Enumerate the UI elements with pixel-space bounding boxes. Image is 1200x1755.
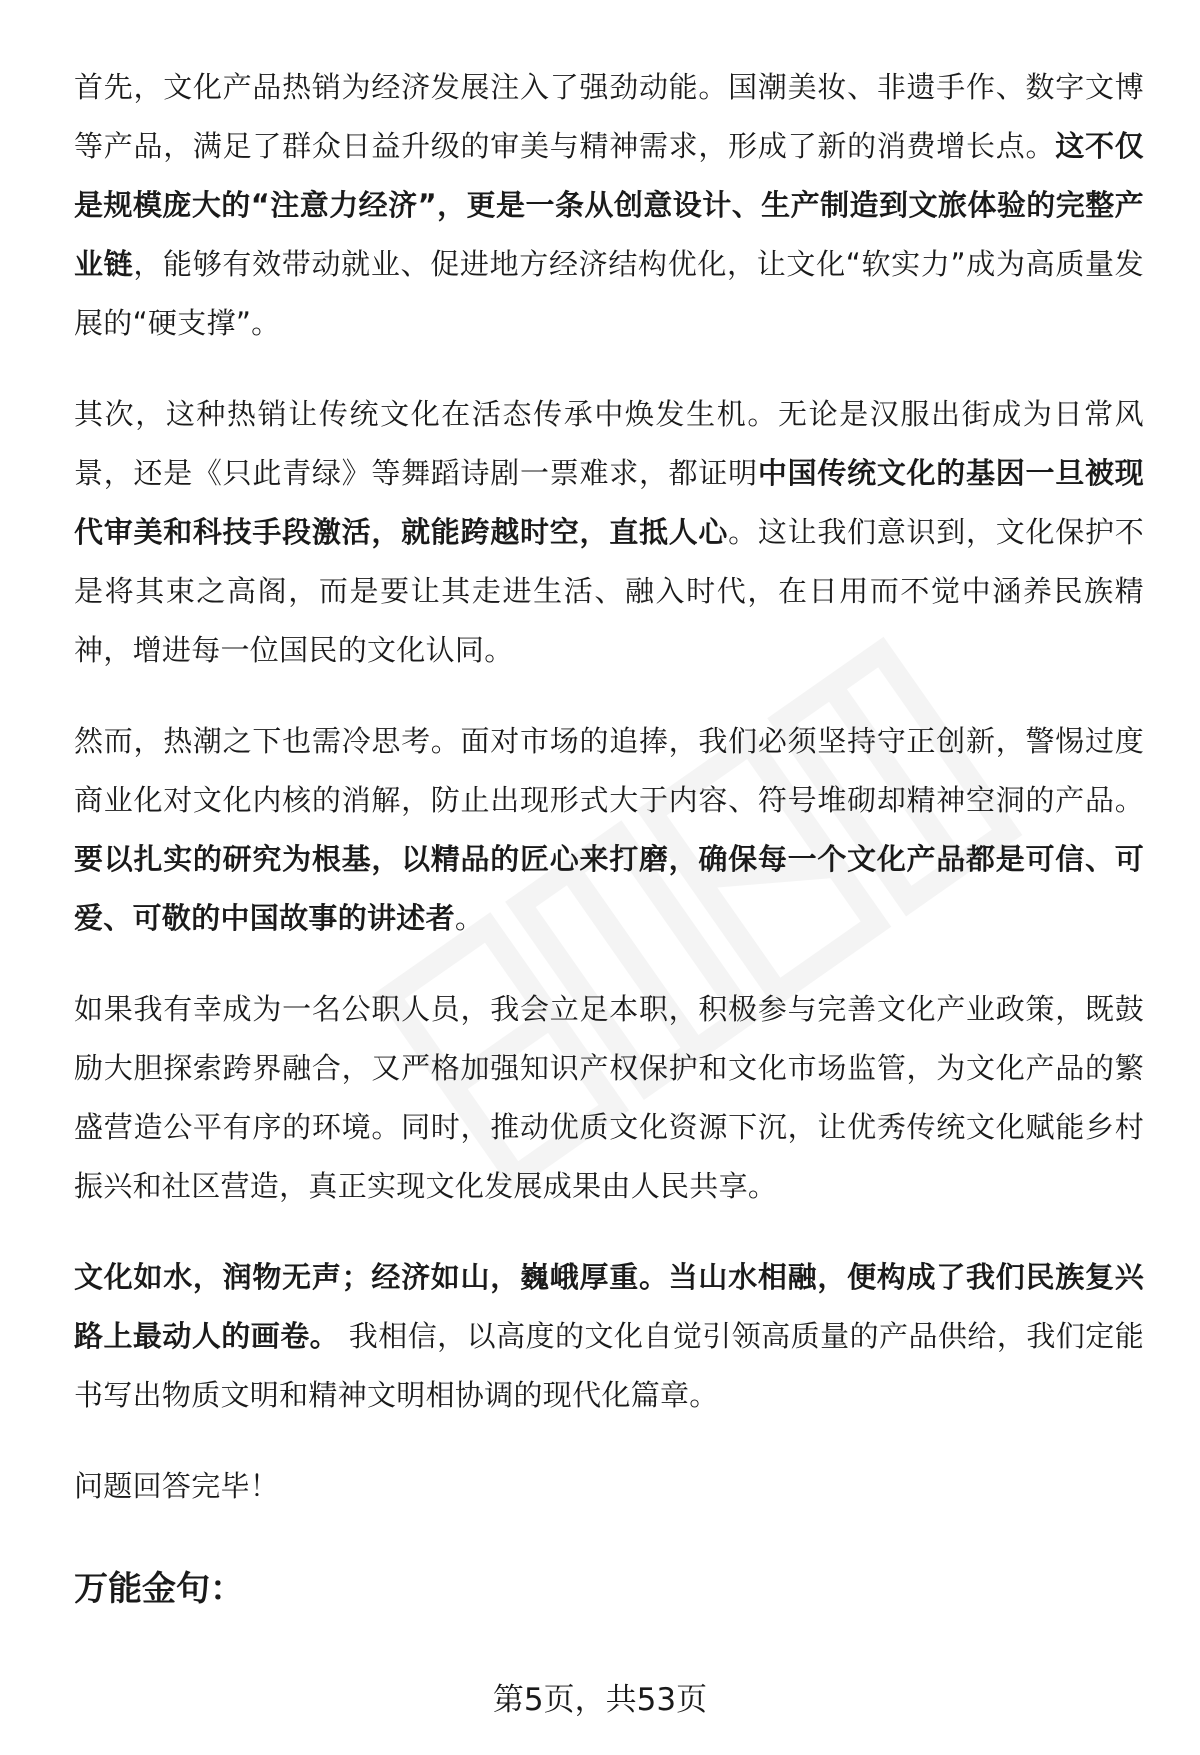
paragraph-6 [74,1457,1144,1516]
bold-text-run: 中国传统文化的基因一旦被现代审美和科技手段激活，就能跨越时空，直抵人心 [74,456,1144,549]
bold-text-run: 文化如水，润物无声；经济如山，巍峨厚重。当山水相融，便构成了我们民族复兴路上最动人的画卷。 [74,1260,1144,1353]
text-run: 首先，文化产品热销为经济发展注入了强劲动能。国潮美妆、非遗手作、数字文博等产品，满足了群众日益升级的审美与精神需求，形成了新的消费增长点。 [74,70,1144,163]
text-run: ，能够有效带动就业、促进地方经济结构优化，让文化“软实力”成为高质量发展的“硬支撑”。 [74,247,1144,340]
paragraph-4 [74,980,1144,1216]
page-number: 第5页，共53页 [492,1682,708,1718]
text-run: 问题回答完毕！ [74,1469,280,1503]
text-run: 。这让我们意识到，文化保护不是将其束之高阁，而是要让其走进生活、融入时代，在日用而不觉中涵养民族精神，增进每一位国民的文化认同。 [74,515,1144,667]
text-run: 我相信，以高度的文化自觉引领高质量的产品供给，我们定能书写出物质文明和精神文明相协调的现代化篇章。 [74,1319,1144,1412]
bold-text-run: 这不仅是规模庞大的“注意力经济”，更是一条从创意设计、生产制造到文旅体验的完整产业链 [74,129,1145,281]
paragraph-3 [74,712,1144,948]
text-run: 。 [454,901,485,935]
text-run: 如果我有幸成为一名公职人员，我会立足本职，积极参与完善文化产业政策，既鼓励大胆探索跨界融合，又严格加强知识产权保护和文化市场监管，为文化产品的繁盛营造公平有序的环境。同时，推动优质文化资源下沉，让优秀传统文化赋能乡村振兴和社区营造，真正实现文化发展成果由人民共享。 [74,992,1144,1203]
paragraph-2 [74,385,1144,680]
paragraph-1 [74,58,1144,353]
article-body [74,58,1144,1548]
bold-text-run: 要以扎实的研究为根基，以精品的匠心来打磨，确保每一个文化产品都是可信、可爱、可敬的中国故事的讲述者 [74,842,1144,935]
text-run: 然而，热潮之下也需冷思考。面对市场的追捧，我们必须坚持守正创新，警惕过度商业化对文化内核的消解，防止出现形式大于内容、符号堆砌却精神空洞的产品。 [74,724,1144,817]
text-run: 其次，这种热销让传统文化在活态传承中焕发生机。无论是汉服出街成为日常风景，还是《只此青绿》等舞蹈诗剧一票难求，都证明 [74,397,1144,490]
paragraph-5 [74,1248,1144,1425]
section-heading: 万能金句： [74,1569,244,1609]
